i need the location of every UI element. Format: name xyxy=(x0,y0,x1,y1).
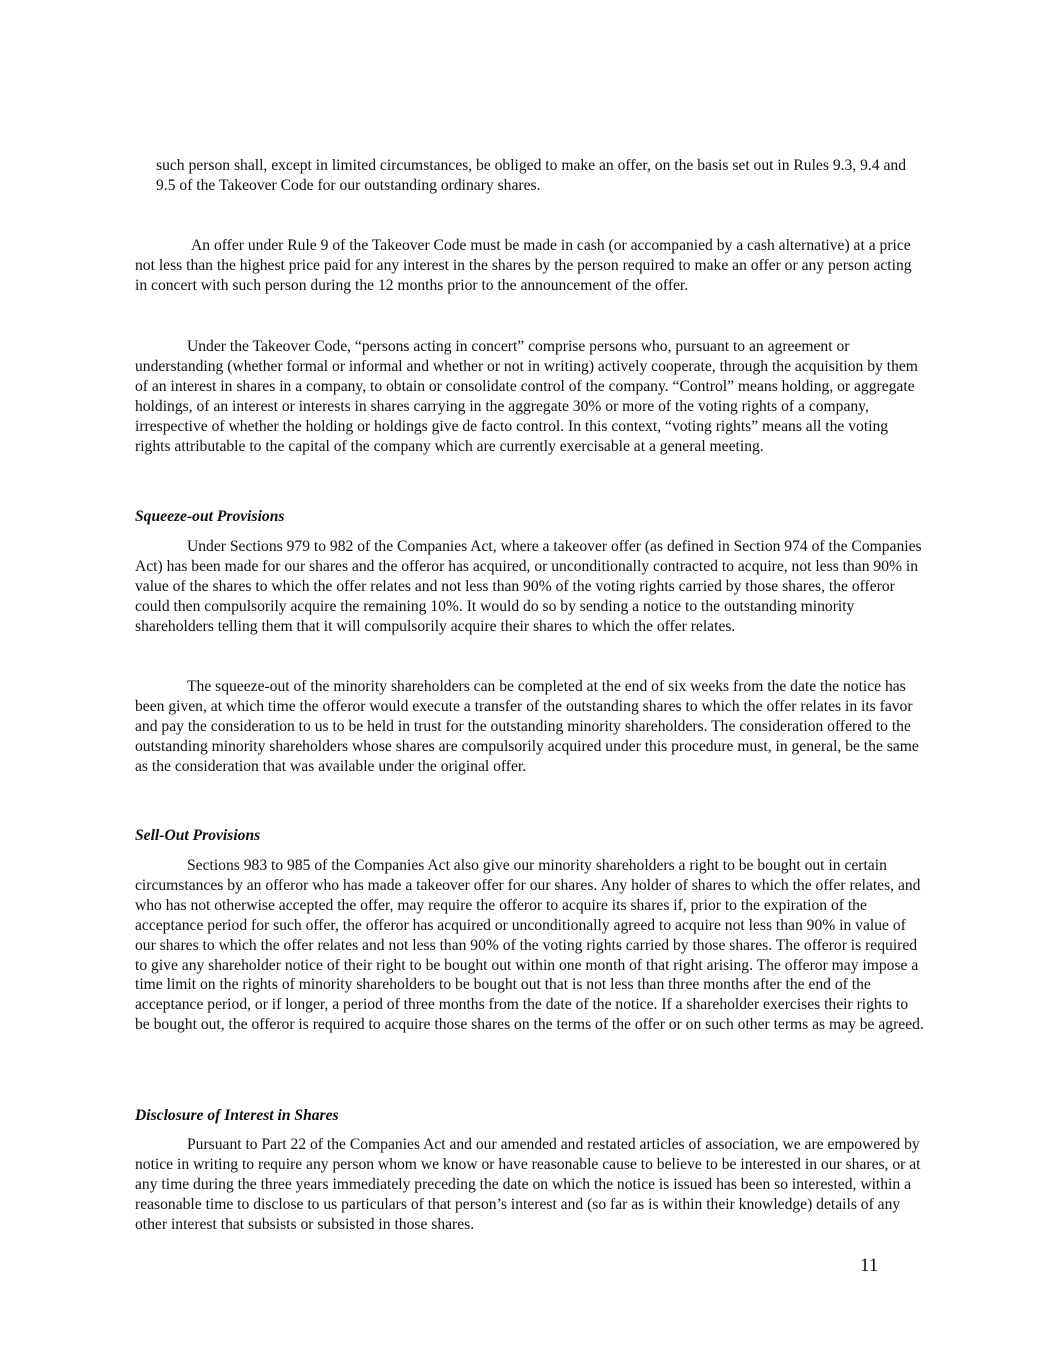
squeeze-out-paragraph-1: Under Sections 979 to 982 of the Companies Act, where a takeover offer (as defined in Section 974 of the Companies Act) has been made for our shares and the offeror has acquired, or unconditionally contracted to acquire, not less than 90% in value of the shares to which the offer relates and not less than 90% of the voting rights carried by those shares, the offeror could then compulsorily acquire the remaining 10%. It would do so by sending a notice to the outstanding minority shareholders telling them that it will compulsorily acquire their shares to which the offer relates. xyxy=(135,538,922,635)
disclosure-heading: Disclosure of Interest in Shares xyxy=(135,1107,339,1124)
sell-out-paragraph: Sections 983 to 985 of the Companies Act also give our minority shareholders a right to be bought out in certain circumstances by an offeror who has made a takeover offer for our shares. Any holder of shares to which the offer relates, and who has not otherwise accepted the offer, may require the offeror to acquire its shares if, prior to the expiration of the acceptance period for such offer, the offeror has acquired or unconditionally agreed to acquire not less than 90% in value of our shares to which the offer relates and not less than 90% of the voting rights carried by those shares. The offeror is required to give any shareholder notice of their right to be bought out within one month of that right arising. The offeror may impose a time limit on the rights of minority shareholders to be bought out that is not less than three months after the end of the acceptance period, or if longer, a period of three months from the date of the notice. If a shareholder exercises their rights to be bought out, the offeror is required to acquire those shares on the terms of the offer or on such other terms as may be agreed. xyxy=(135,857,924,1034)
sell-out-heading: Sell-Out Provisions xyxy=(135,827,261,844)
persons-in-concert-paragraph: Under the Takeover Code, “persons acting in concert” comprise persons who, pursuant to an agreement or understanding (whether formal or informal and whether or not in writing) actively cooperate, through the acquisition by them of an interest in shares in a company, to obtain or consolidate control of the company. “Control” means holding, or aggregate holdings, of an interest or interests in shares carrying in the aggregate 30% or more of the voting rights of a company, irrespective of whether the holding or holdings give de facto control. In this context, “voting rights” means all the voting rights attributable to the capital of the company which are currently exercisable at a general meeting. xyxy=(135,338,918,455)
squeeze-out-heading: Squeeze-out Provisions xyxy=(135,508,285,525)
page-number: 11 xyxy=(860,1255,879,1276)
offer-cash-paragraph: An offer under Rule 9 of the Takeover Code must be made in cash (or accompanied by a cash alternative) at a price not less than the highest price paid for any interest in the shares by the person required to make an offer or any person acting in concert with such person during the 12 months prior to the announcement of the offer. xyxy=(135,237,912,294)
disclosure-paragraph: Pursuant to Part 22 of the Companies Act and our amended and restated articles of association, we are empowered by notice in writing to require any person whom we know or have reasonable cause to believe to be interested in our shares, or at any time during the three years immediately preceding the date on which the notice is issued has been so interested, within a reasonable time to disclose to us particulars of that person’s interest and (so far as is within their knowledge) details of any other interest that subsists or subsisted in those shares. xyxy=(135,1136,921,1233)
squeeze-out-paragraph-2: The squeeze-out of the minority shareholders can be completed at the end of six weeks from the date the notice has been given, at which time the offeror would execute a transfer of the outstanding shares to which the offer relates in its favor and pay the consideration to us to be held in trust for the outstanding minority shareholders. The consideration offered to the outstanding minority shareholders whose shares are compulsorily acquired under this procedure must, in general, be the same as the consideration that was available under the original offer. xyxy=(135,678,919,775)
rule9-continuation-paragraph: such person shall, except in limited circumstances, be obliged to make an offer, on the basis set out in Rules 9.3, 9.4 and 9.5 of the Takeover Code for our outstanding ordinary shares. xyxy=(156,157,907,194)
